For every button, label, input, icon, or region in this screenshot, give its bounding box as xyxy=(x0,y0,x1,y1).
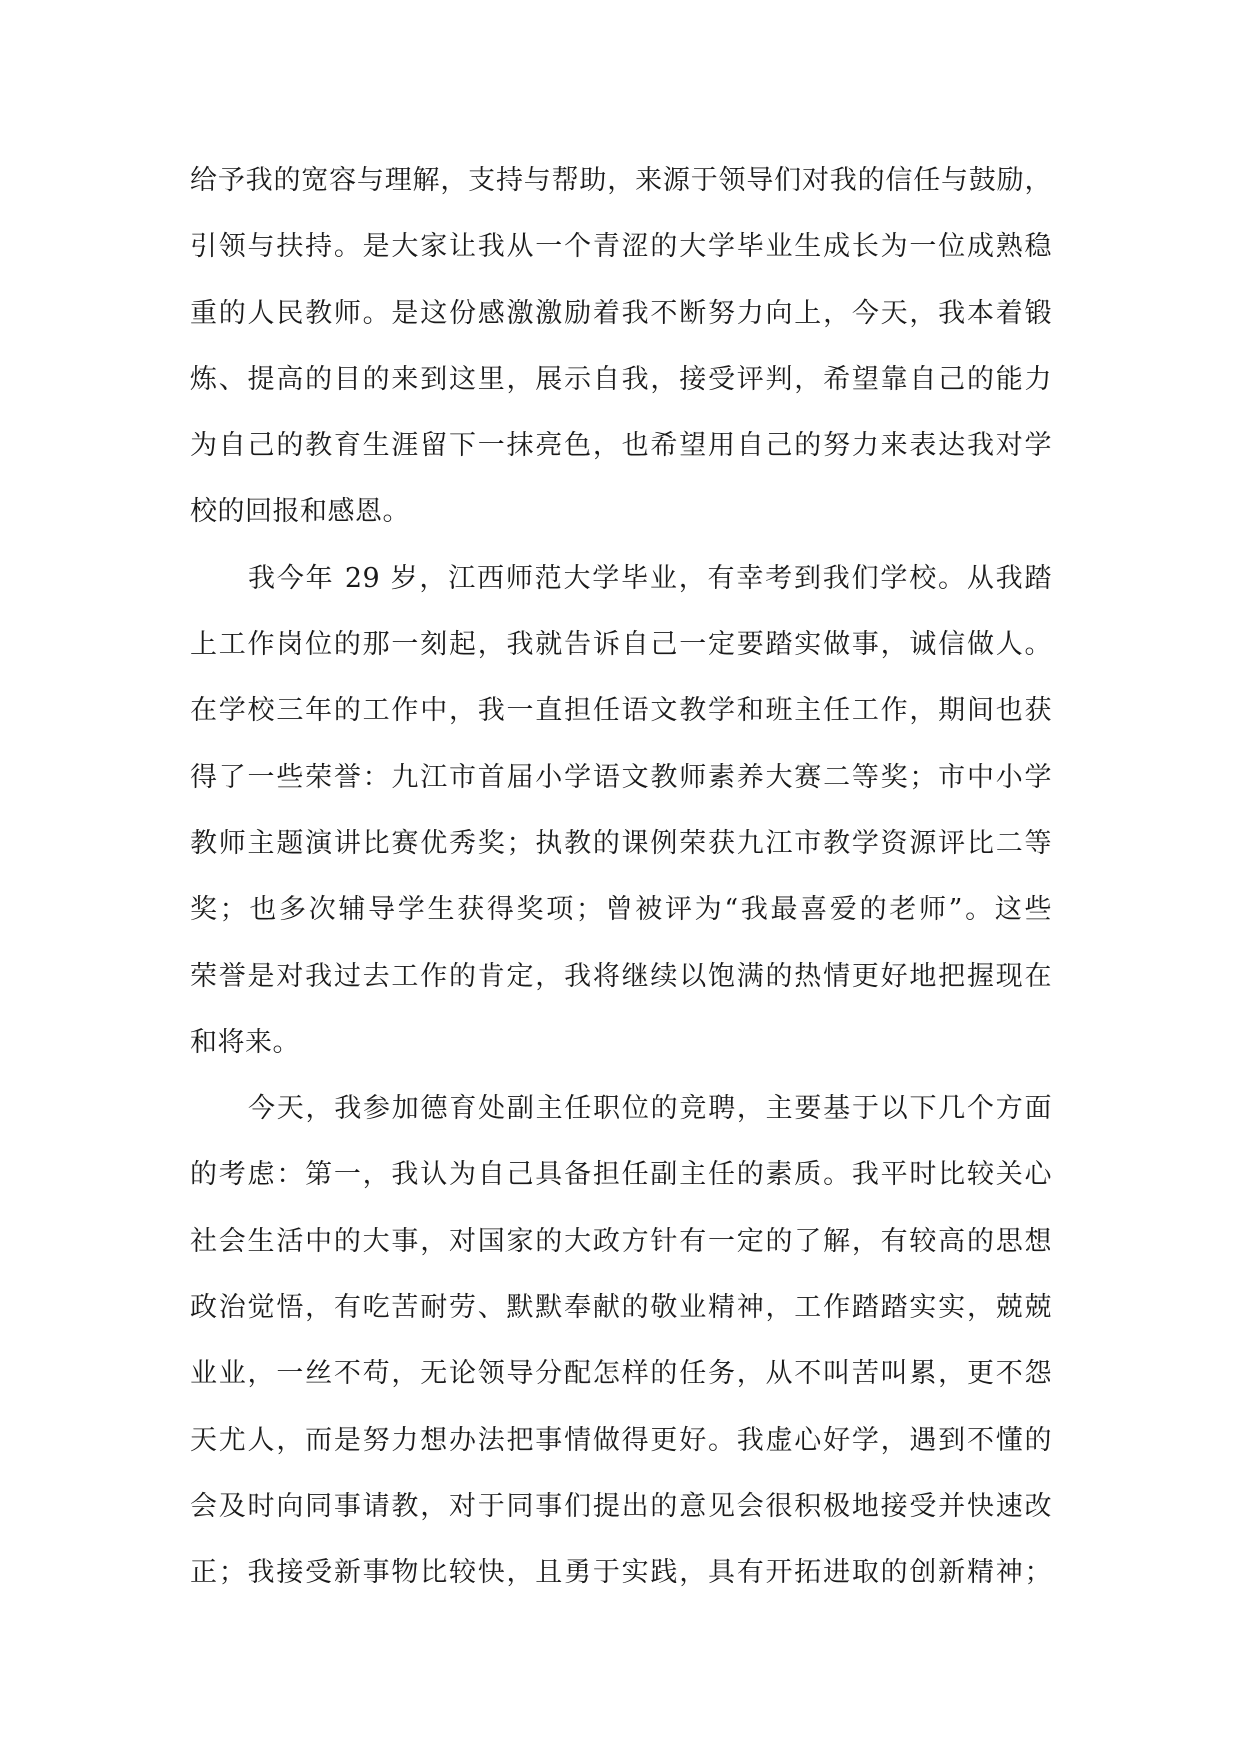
text-line: 给予我的宽容与理解，支持与帮助，来源于领导们对我的信任与鼓励， xyxy=(190,165,1052,196)
text-line: 炼、提高的目的来到这里，展示自我，接受评判，希望靠自己的能力 xyxy=(190,363,1052,395)
text-line: 得了一些荣誉：九江市首届小学语文教师素养大赛二等奖；市中小学 xyxy=(190,761,1052,793)
text-line: 的考虑：第一，我认为自己具备担任副主任的素质。我平时比较关心 xyxy=(190,1159,1052,1191)
text-line: 上工作岗位的那一刻起，我就告诉自己一定要踏实做事，诚信做人。 xyxy=(190,629,1052,661)
text-line: 我今年 29 岁，江西师范大学毕业，有幸考到我们学校。从我踏 xyxy=(248,562,1052,594)
body-text xyxy=(190,148,1052,1607)
text-line: 教师主题演讲比赛优秀奖；执教的课例荣获九江市教学资源评比二等 xyxy=(190,827,1052,859)
text-line: 社会生活中的大事，对国家的大政方针有一定的了解，有较高的思想 xyxy=(190,1225,1052,1257)
text-line: 政治觉悟，有吃苦耐劳、默默奉献的敬业精神，工作踏踏实实，兢兢 xyxy=(190,1292,1052,1324)
text-line: 正；我接受新事物比较快，且勇于实践，具有开拓进取的创新精神； xyxy=(190,1557,1052,1589)
text-line: 奖；也多次辅导学生获得奖项；曾被评为“我最喜爱的老师”。这些 xyxy=(190,894,1052,926)
text-line: 为自己的教育生涯留下一抹亮色，也希望用自己的努力来表达我对学 xyxy=(190,430,1052,462)
text-line: 天尤人，而是努力想办法把事情做得更好。我虚心好学，遇到不懂的 xyxy=(190,1424,1052,1456)
text-line: 荣誉是对我过去工作的肯定，我将继续以饱满的热情更好地把握现在 xyxy=(190,960,1052,992)
text-line: 会及时向同事请教，对于同事们提出的意见会很积极地接受并快速改 xyxy=(190,1490,1052,1522)
text-line: 业业，一丝不苟，无论领导分配怎样的任务，从不叫苦叫累，更不怨 xyxy=(190,1358,1052,1390)
text-line: 重的人民教师。是这份感激激励着我不断努力向上，今天，我本着锻 xyxy=(190,297,1052,329)
text-line: 今天，我参加德育处副主任职位的竞聘，主要基于以下几个方面 xyxy=(248,1093,1052,1125)
text-line: 和将来。 xyxy=(190,1026,300,1058)
text-line: 引领与扶持。是大家让我从一个青涩的大学毕业生成长为一位成熟稳 xyxy=(190,231,1052,263)
text-line: 在学校三年的工作中，我一直担任语文教学和班主任工作，期间也获 xyxy=(190,695,1052,727)
text-line: 校的回报和感恩。 xyxy=(190,496,410,528)
